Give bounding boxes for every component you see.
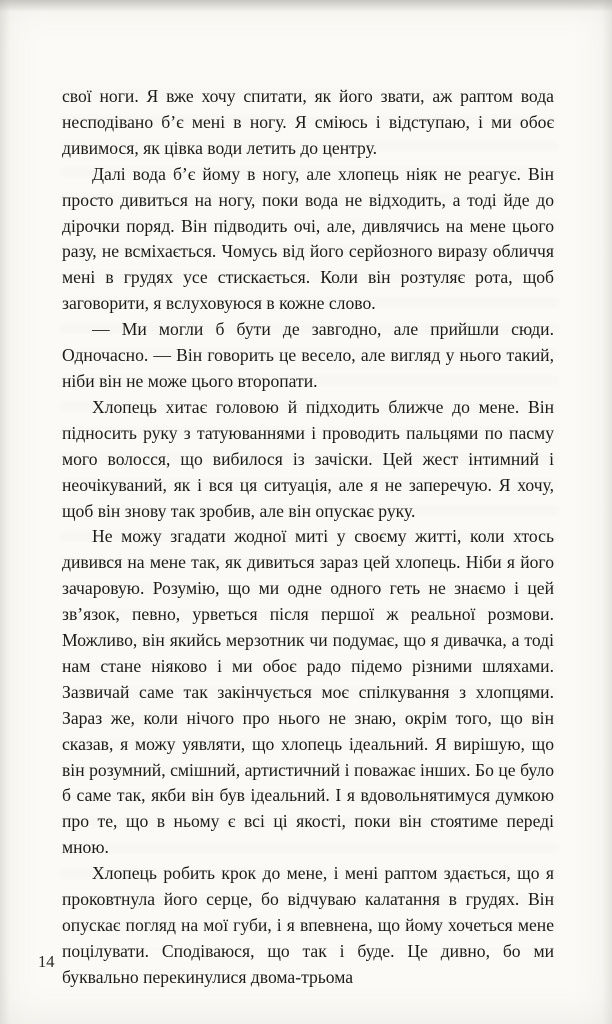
scan-edge-top <box>0 0 612 12</box>
paragraph: Не можу згадати жодної миті у своєму житті, коли хтось дивився на мене так, як дивиться зараз цей хлопець. Ніби я його зачаровую. Розумію, що ми одне одного геть не знаємо і цей зв’язок, певно, урветься після першої ж реальної розмови. Можливо, він якийсь мерзотник чи подумає, що я дивачка, а тоді нам стане ніяково і ми обоє радо підемо різними шляхами. Зазвичай саме так закінчується моє спілкування з хлопцями. Зараз же, коли нічого про нього не знаю, окрім того, що він сказав, я можу уявляти, що хлопець ідеальний. Я вирішую, що він розумний, смішний, артистичний і поважає інших. Бо це було б саме так, якби він був ідеальний. І я вдовольнятимуся думкою про те, що в ньому є всі ці якості, поки він стоятиме переді мною. <box>62 526 554 858</box>
paragraph-dialogue: — Ми могли б бути де завгодно, але прийшли сюди. Одночасно. — Він говорить це весело, але вигляд у нього такий, ніби він не може цього второпати. <box>62 319 554 391</box>
scan-edge-right <box>602 0 612 1024</box>
paragraph: Далі вода б’є йому в ногу, але хлопець ніяк не реагує. Він просто дивиться на ногу, поки вода не відходить, а тоді йде до дірочки поряд. Він підводить очі, але, дивлячись на мене цього разу, не всміхається. Чомусь від його серйозного виразу обличчя мені в грудях усе стискається. Коли він розтуляє рота, щоб заговорити, я вслуховуюся в кожне слово. <box>62 163 554 314</box>
page-number: 14 <box>38 952 55 971</box>
body-text <box>62 84 554 991</box>
paragraph: Хлопець робить крок до мене, і мені раптом здається, що я проковтнула його серце, бо відчуваю калатання в грудях. Він опускає погляд на мої губи, і я впевнена, що йому хочеться мене поцілувати. Сподіваюся, що так і буде. Це дивно, бо ми буквально перекинулися двома-трьома <box>62 863 554 987</box>
paragraph: Хлопець хитає головою й підходить ближче до мене. Він підносить руку з татуюваннями і проводить пальцями по пасму мого волосся, що вибилося із зачіски. Цей жест інтимний і неочікуваний, як і вся ця ситуація, але я не заперечую. Я хочу, щоб він знову так зробив, але він опускає руку. <box>62 396 554 521</box>
paragraph: свої ноги. Я вже хочу спитати, як його звати, аж раптом вода несподівано б’є мені в ногу. Я сміюсь і відступаю, і ми обоє дивимося, як цівка води летить до центру. <box>62 86 554 158</box>
scan-edge-left <box>0 0 10 1024</box>
